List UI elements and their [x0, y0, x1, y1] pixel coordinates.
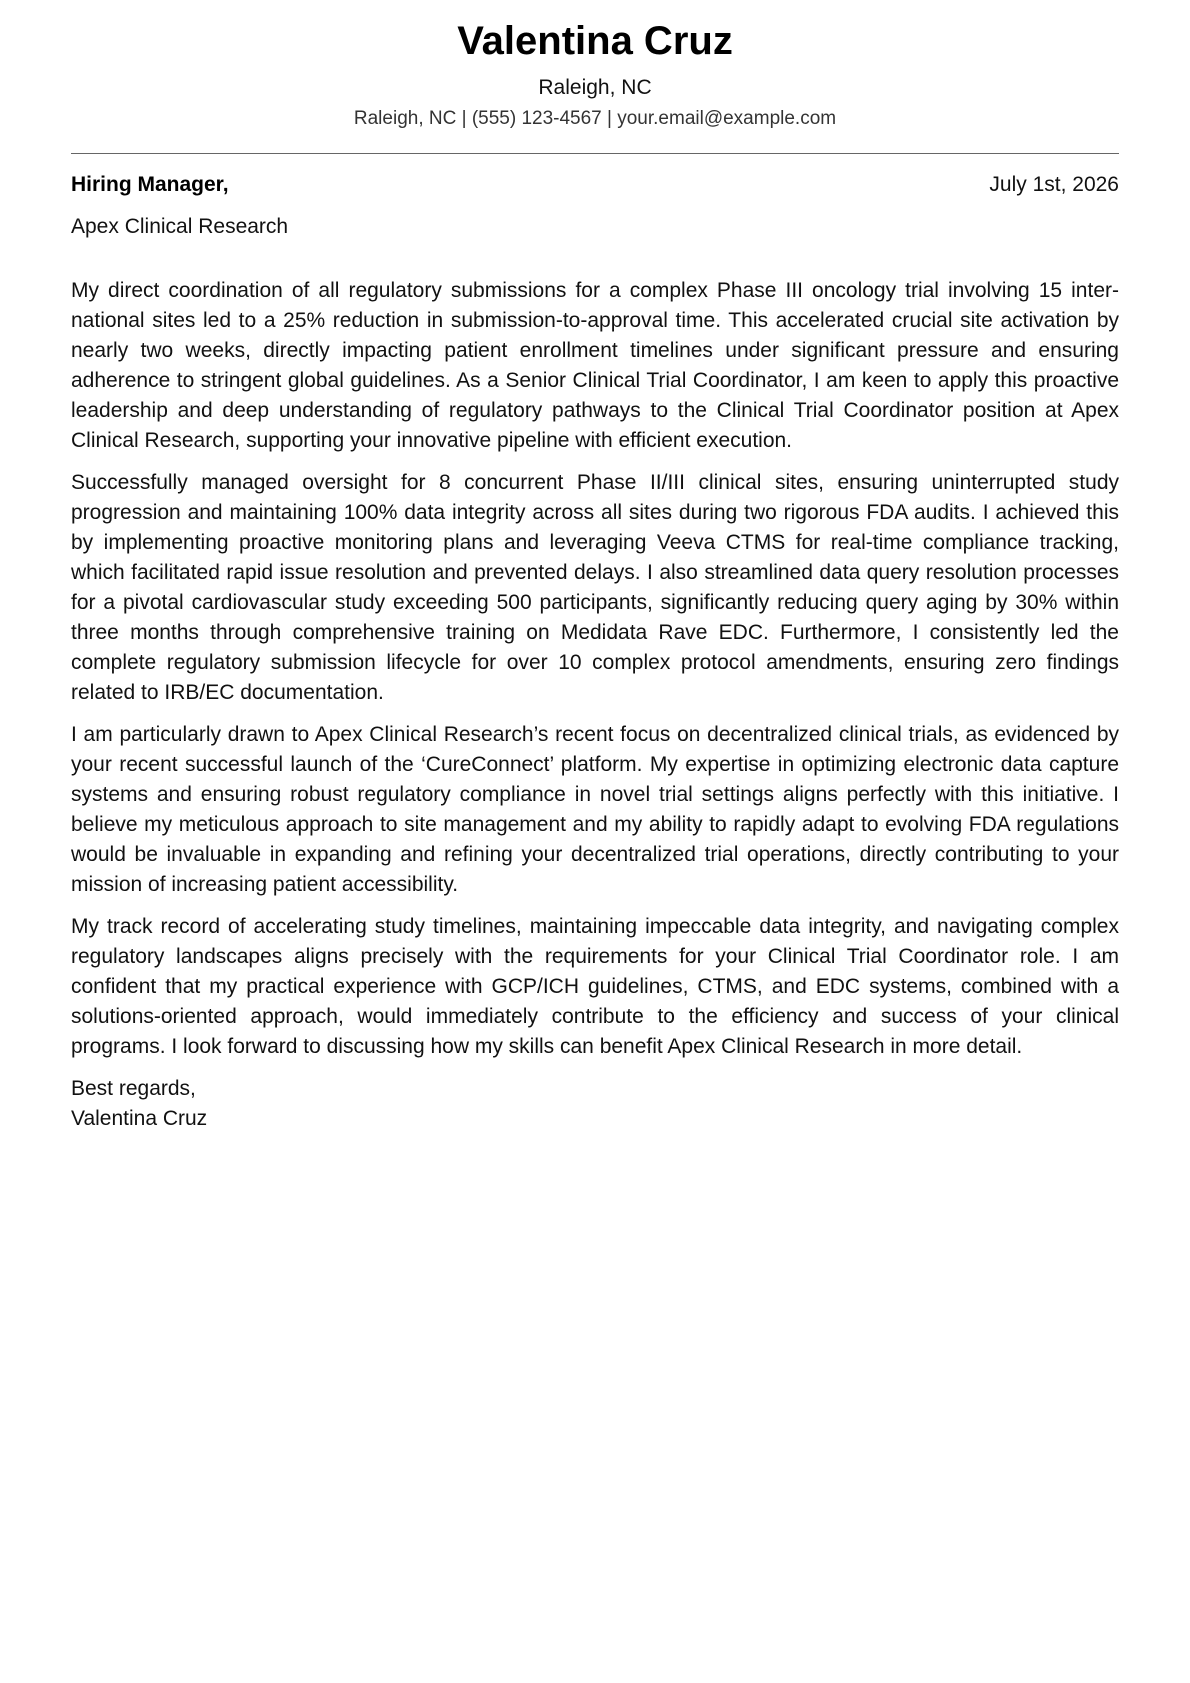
- letter-body: [71, 276, 1119, 1062]
- applicant-contact: Raleigh, NC | (555) 123-4567 | your.email@example.com: [353, 108, 837, 129]
- signature-name: Valentina Cruz: [71, 1107, 208, 1130]
- body-paragraph: My track record of accelerating study timelines, maintaining impeccable data integrity, and navigating complex regulatory landscapes aligns precisely with the requirements for your Clinical Trial Coordinator role. I am confident that my practical experience with GCP/ICH guidelines, CTMS, and EDC systems, combined with a solutions-oriented approach, would immediately contribute to the efficiency and success of your clinical programs. I look forward to discussing how my skills can benefit Apex Clinical Research in more detail.: [71, 915, 1119, 1058]
- letter-header: [71, 0, 1119, 132]
- recipient-salutation: Hiring Manager,: [71, 173, 229, 196]
- body-paragraph: I am particularly drawn to Apex Clinical Research’s recent focus on decentralized clinical trials, as evidenced by your recent successful launch of the ‘CureConnect’ platform. My expertise in optimizing electronic data capture systems and ensuring robust regulatory compliance in novel trial settings aligns perfectly with this initiative. I believe my meticulous approach to site management and my ability to rapidly adapt to evolving FDA regulations would be invaluable in expanding and refining your decentralized trial operations, directly contributing to your mission of increasing patient accessibility.: [71, 723, 1119, 896]
- letter-meta-row: [71, 170, 1119, 200]
- applicant-location: Raleigh, NC: [538, 76, 652, 99]
- applicant-name: Valentina Cruz: [457, 19, 733, 63]
- letter-date: July 1st, 2026: [989, 173, 1119, 196]
- body-paragraph: Successfully managed oversight for 8 concurrent Phase II/III clinical sites, ensuring uninterrupted study progression and maintaining 100% data integrity across all sites during two rigorous FDA audits. I achieved this by implementing proactive monitoring plans and leveraging Veeva CTMS for real-time compliance tracking, which facilitated rapid issue resolution and prevented delays. I also streamlined data query resolution processes for a pivotal cardiovascular study exceeding 500 participants, significantly reducing query aging by 30% within three months through comprehensive training on Medidata Rave EDC. Furthermore, I consistently led the complete regulatory submission lifecycle for over 10 complex protocol amendments, ensuring zero findings related to IRB/EC documentation.: [71, 471, 1119, 704]
- closing-phrase: Best regards,: [71, 1077, 196, 1100]
- letter-closing: [71, 1074, 1119, 1134]
- body-paragraph: My direct coordination of all regulatory submissions for a complex Phase III oncology trial involving 15 international sites led to a 25% reduction in submission-to-approval time. This accelerated crucial site activation by nearly two weeks, directly impacting patient enrollment timelines under significant pressure and ensuring adherence to stringent global guidelines. As a Senior Clinical Trial Coordinator, I am keen to apply this proactive leadership and deep understanding of regulatory pathways to the Clinical Trial Coordinator position at Apex Clinical Research, supporting your innovative pipeline with efficient execution.: [71, 279, 1119, 452]
- header-divider: [71, 153, 1119, 154]
- recipient-company: Apex Clinical Research: [71, 215, 289, 238]
